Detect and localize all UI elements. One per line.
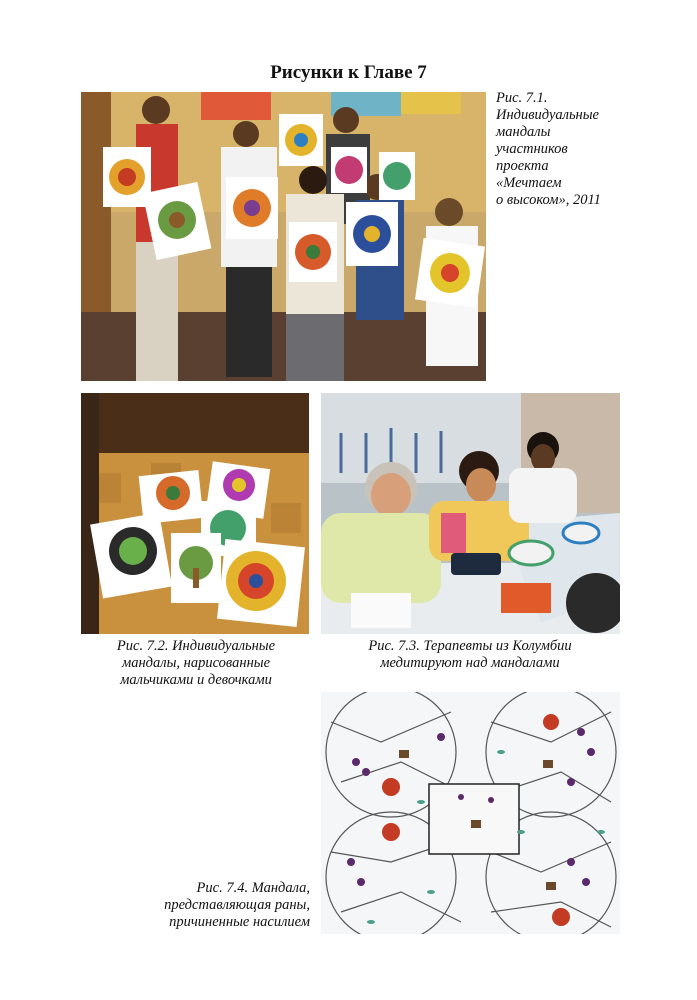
- photo-children-mandalas: [81, 92, 486, 381]
- caption-line: проекта: [496, 158, 549, 174]
- photo-mandalas-on-floor: [81, 393, 309, 634]
- caption-line: Рис. 7.4. Мандала,: [196, 880, 310, 896]
- photo-therapists-colombia: [321, 393, 620, 634]
- page-title: Рисунки к Главе 7: [270, 62, 427, 83]
- caption-line: Рис. 7.3. Терапевты из Колумбии: [368, 638, 572, 654]
- caption-line: мальчиками и девочками: [120, 672, 272, 688]
- figure-caption-7-1: [496, 90, 686, 209]
- caption-line: мандалы, нарисованные: [121, 655, 271, 671]
- caption-line: о высоком», 2011: [496, 192, 601, 208]
- figure-caption-7-3: [320, 638, 620, 672]
- figure-caption-7-4: [120, 880, 310, 931]
- caption-line: «Мечтаем: [496, 175, 562, 191]
- caption-line: медитируют над мандалами: [380, 655, 560, 671]
- caption-line: Рис. 7.1.: [496, 90, 548, 106]
- caption-line: Индивидуальные: [496, 107, 599, 123]
- caption-line: причиненные насилием: [169, 914, 310, 930]
- caption-line: мандалы: [496, 124, 551, 140]
- caption-line: представляющая раны,: [164, 897, 310, 913]
- caption-line: Рис. 7.2. Индивидуальные: [116, 638, 276, 654]
- caption-line: участников: [496, 141, 568, 157]
- figure-caption-7-2: [82, 638, 310, 689]
- photo-mandala-wounds: [321, 692, 620, 934]
